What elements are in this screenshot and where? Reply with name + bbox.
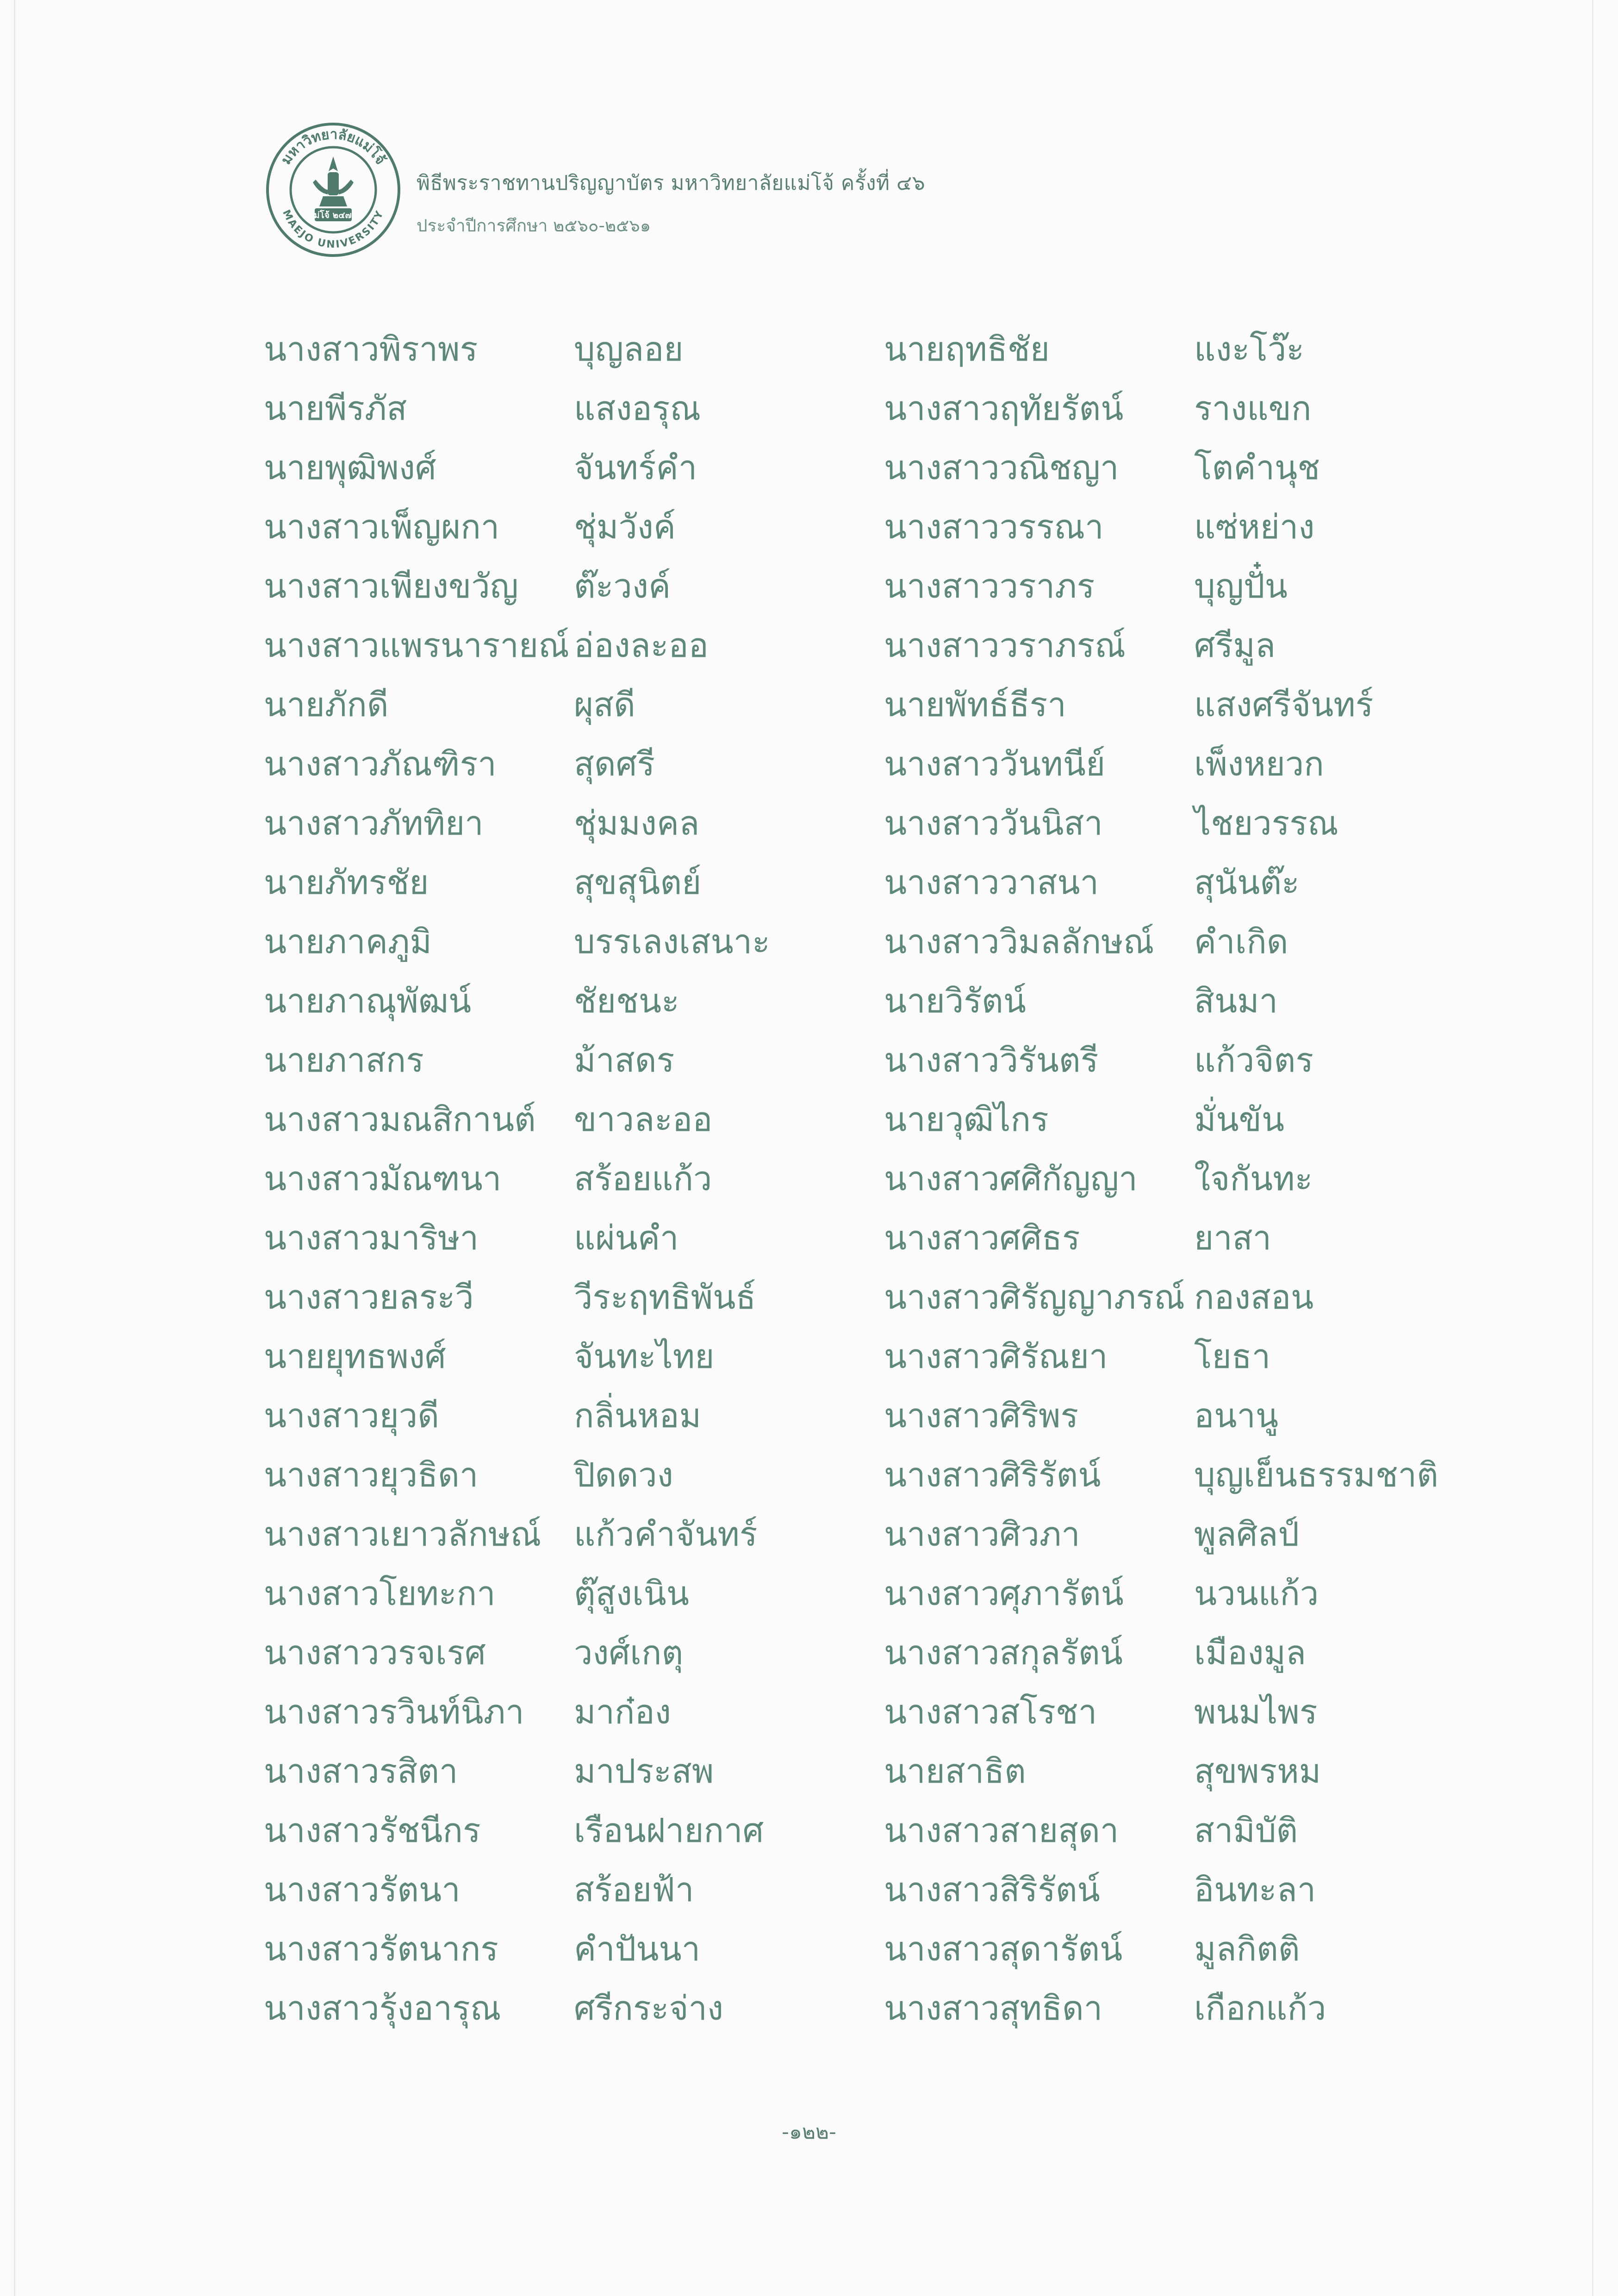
university-seal-logo <box>264 120 403 259</box>
surname-right: อนานู <box>1194 1396 1279 1435</box>
surname-left: ชุ่มวังค์ <box>574 507 676 546</box>
first-name-left: นางสาวมัณฑนา <box>264 1159 502 1198</box>
surname-left: ชัยชนะ <box>574 981 679 1020</box>
first-name-left: นางสาวรุ้งอารุณ <box>264 1989 501 2028</box>
first-name-right: นางสาวศุภารัตน์ <box>884 1574 1124 1613</box>
surname-right: เพ็งหยวก <box>1194 744 1324 783</box>
first-name-right: นางสาวสกุลรัตน์ <box>884 1633 1123 1672</box>
first-name-left: นางสาวรัชนีกร <box>264 1811 481 1850</box>
first-name-right: นางสาววราภรณ์ <box>884 626 1126 665</box>
page-number: -๑๒๒- <box>782 2120 836 2144</box>
surname-left: แสงอรุณ <box>574 389 701 428</box>
first-name-left: นายภาณุพัฒน์ <box>264 981 472 1020</box>
surname-right: สินมา <box>1194 981 1278 1020</box>
first-name-right: นางสาวสโรชา <box>884 1692 1097 1731</box>
surname-left: อ่องละออ <box>574 626 709 665</box>
surname-right: คำเกิด <box>1194 922 1288 961</box>
first-name-left: นางสาวยลระวี <box>264 1278 474 1316</box>
first-name-right: นางสาวสุทธิดา <box>884 1989 1103 2028</box>
surname-left: จันทร์คำ <box>574 448 697 487</box>
first-name-right: นางสาวศิริพร <box>884 1396 1079 1435</box>
first-name-right: นางสาวสิริรัตน์ <box>884 1870 1100 1909</box>
surname-left: มาก๋อง <box>574 1692 671 1731</box>
first-name-left: นางสาวมณสิกานต์ <box>264 1100 536 1139</box>
first-name-left: นางสาวยุวดี <box>264 1396 439 1435</box>
first-name-right: นางสาววาสนา <box>884 863 1099 902</box>
first-name-right: นางสาวศิริรัตน์ <box>884 1455 1101 1494</box>
first-name-right: นางสาววราภร <box>884 567 1095 605</box>
surname-right: เกือกแก้ว <box>1194 1989 1326 2028</box>
surname-left: สร้อยแก้ว <box>574 1159 712 1198</box>
surname-right: พูลศิลป์ <box>1194 1515 1300 1554</box>
first-name-right: นางสาววันนิสา <box>884 804 1103 842</box>
first-name-right: นายวุฒิไกร <box>884 1100 1049 1139</box>
surname-left: คำปันนา <box>574 1929 701 1968</box>
surname-right: รางแขก <box>1194 389 1312 428</box>
first-name-right: นางสาววรรณา <box>884 507 1104 546</box>
surname-right: บุญปั๋น <box>1194 567 1288 605</box>
surname-left: ตุ๊สูงเนิน <box>574 1574 689 1613</box>
surname-right: พนมไพร <box>1194 1692 1318 1731</box>
surname-left: บรรเลงเสนาะ <box>574 922 770 961</box>
surname-left: ต๊ะวงค์ <box>574 567 671 605</box>
first-name-left: นายพีรภัส <box>264 389 407 428</box>
first-name-left: นางสาวเพียงขวัญ <box>264 567 519 605</box>
svg-text:แม่โจ้ ๒๔๗๗: แม่โจ้ ๒๔๗๗ <box>308 210 359 220</box>
first-name-right: นางสาวสายสุดา <box>884 1811 1119 1850</box>
surname-right: มูลกิตติ <box>1194 1929 1300 1968</box>
surname-left: ผุสดี <box>574 685 635 724</box>
surname-right: ศรีมูล <box>1194 626 1276 665</box>
first-name-right: นางสาววิมลลักษณ์ <box>884 922 1154 961</box>
surname-right: กองสอน <box>1194 1278 1314 1316</box>
header-text <box>417 167 925 239</box>
surname-left: สร้อยฟ้า <box>574 1870 694 1909</box>
first-name-left: นางสาวเพ็ญผกา <box>264 507 500 546</box>
surname-left: สุขสุนิตย์ <box>574 863 702 902</box>
page-header <box>264 120 1282 278</box>
first-name-left: นางสาวเยาวลักษณ์ <box>264 1515 541 1554</box>
first-name-left: นางสาวภัททิยา <box>264 804 484 842</box>
surname-left: ปิดดวง <box>574 1455 673 1494</box>
surname-right: โตคำนุช <box>1194 448 1320 487</box>
first-name-left: นางสาววรจเรศ <box>264 1633 486 1672</box>
surname-left: ขาวละออ <box>574 1100 713 1139</box>
first-name-left: นางสาวพิราพร <box>264 330 478 368</box>
first-name-right: นางสาวฤทัยรัตน์ <box>884 389 1124 428</box>
surname-right: โยธา <box>1194 1337 1271 1376</box>
surname-left: แก้วคำจันทร์ <box>574 1515 758 1554</box>
surname-right: อินทะลา <box>1194 1870 1316 1909</box>
surname-right: ยาสา <box>1194 1218 1271 1257</box>
page-edge-left <box>14 0 15 2296</box>
ceremony-title: พิธีพระราชทานปริญญาบัตร มหาวิทยาลัยแม่โจ้ ครั้งที่ ๔๖ <box>417 171 926 195</box>
surname-left: บุญลอย <box>574 330 684 368</box>
surname-left: แผ่นคำ <box>574 1218 679 1257</box>
surname-right: สามิบัติ <box>1194 1811 1298 1850</box>
surname-right: นวนแก้ว <box>1194 1574 1319 1613</box>
surname-right: สุนันต๊ะ <box>1194 863 1300 902</box>
first-name-right: นางสาวสุดารัตน์ <box>884 1929 1123 1968</box>
surname-right: แงะโว๊ะ <box>1194 330 1305 368</box>
first-name-right: นางสาวศศิกัญญา <box>884 1159 1138 1198</box>
surname-right: ใจกันทะ <box>1194 1159 1313 1198</box>
surname-right: แซ่หย่าง <box>1194 507 1315 546</box>
first-name-right: นางสาววิรันตรี <box>884 1041 1099 1079</box>
surname-left: เรือนฝายกาศ <box>574 1811 764 1850</box>
surname-left: ศรีกระจ่าง <box>574 1989 724 2028</box>
surname-right: แก้วจิตร <box>1194 1041 1314 1079</box>
svg-text:MAEJO UNIVERSITY: MAEJO UNIVERSITY <box>280 208 386 251</box>
first-name-right: นายฤทธิชัย <box>884 330 1050 368</box>
surname-right: สุขพรหม <box>1194 1752 1321 1791</box>
first-name-right: นางสาวศิรัณยา <box>884 1337 1108 1376</box>
first-name-left: นางสาวรัตนากร <box>264 1929 498 1968</box>
first-name-right: นางสาววันทนีย์ <box>884 744 1106 783</box>
first-name-left: นางสาวรัตนา <box>264 1870 461 1909</box>
surname-left: จันทะไทย <box>574 1337 715 1376</box>
first-name-left: นางสาวรวินท์นิภา <box>264 1692 524 1731</box>
surname-right: ไชยวรรณ <box>1194 804 1338 842</box>
surname-left: สุดศรี <box>574 744 655 783</box>
first-name-left: นางสาวภัณฑิรา <box>264 744 497 783</box>
first-name-right: นายวิรัตน์ <box>884 981 1026 1020</box>
surname-left: ชุ่มมงคล <box>574 804 700 842</box>
first-name-left: นางสาวมาริษา <box>264 1218 479 1257</box>
first-name-right: นายสาธิต <box>884 1752 1026 1791</box>
first-name-left: นายพุฒิพงศ์ <box>264 448 436 487</box>
academic-year: ประจำปีการศึกษา ๒๕๖๐-๒๕๖๑ <box>417 216 651 236</box>
surname-left: มาประสพ <box>574 1752 714 1791</box>
first-name-right: นายพัทธ์ธีรา <box>884 685 1066 724</box>
surname-right: มั่นขัน <box>1194 1100 1285 1139</box>
first-name-left: นางสาวโยทะกา <box>264 1574 496 1613</box>
first-name-left: นายภักดี <box>264 685 389 724</box>
first-name-right: นางสาวศิรัญญาภรณ์ <box>884 1278 1185 1316</box>
first-name-left: นางสาวรสิตา <box>264 1752 458 1791</box>
page-edge-right <box>1592 0 1593 2296</box>
surname-left: ม้าสดร <box>574 1041 675 1079</box>
surname-left: กลิ่นหอม <box>574 1396 702 1435</box>
surname-left: วงศ์เกตุ <box>574 1633 684 1672</box>
first-name-left: นางสาวยุวธิดา <box>264 1455 479 1494</box>
first-name-right: นางสาวศิวภา <box>884 1515 1080 1554</box>
surname-right: เมืองมูล <box>1194 1633 1307 1672</box>
first-name-left: นายภาสกร <box>264 1041 424 1079</box>
surname-right: แสงศรีจันทร์ <box>1194 685 1374 724</box>
first-name-left: นายยุทธพงศ์ <box>264 1337 446 1376</box>
svg-text:มหาวิทยาลัยแม่โจ้: มหาวิทยาลัยแม่โจ้ <box>278 126 389 168</box>
surname-left: วีระฤทธิพันธ์ <box>574 1278 756 1316</box>
first-name-right: นางสาวศศิธร <box>884 1218 1080 1257</box>
first-name-left: นางสาวแพรนารายณ์ <box>264 626 569 665</box>
surname-right: บุญเย็นธรรมชาติ <box>1194 1455 1438 1494</box>
first-name-right: นางสาววณิชญา <box>884 448 1119 487</box>
first-name-left: นายภัทรชัย <box>264 863 429 902</box>
first-name-left: นายภาคภูมิ <box>264 922 432 961</box>
